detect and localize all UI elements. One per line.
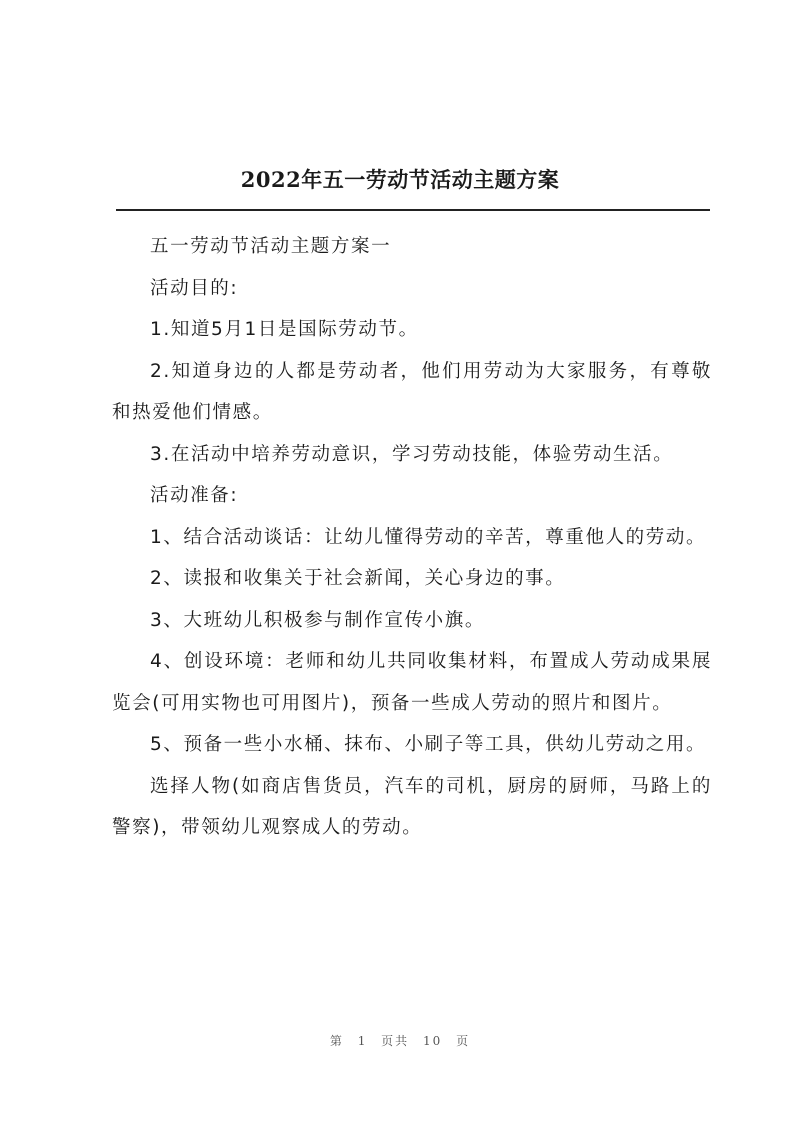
document-body (112, 226, 712, 849)
footer-prefix: 第 (329, 1034, 344, 1048)
paragraph-goal-3: 3.在活动中培养劳动意识，学习劳动技能，体验劳动生活。 (150, 443, 674, 465)
page-footer (0, 1032, 800, 1049)
footer-middle: 页共 (381, 1034, 410, 1048)
paragraph-goal-1: 1.知道5月1日是国际劳动节。 (150, 319, 419, 340)
paragraph-prep-3: 3、大班幼儿积极参与制作宣传小旗。 (150, 609, 485, 631)
title-divider (116, 209, 710, 211)
paragraph-heading-plan-one: 五一劳动节活动主题方案一 (150, 236, 392, 257)
paragraph-goal-2: 2.知道身边的人都是劳动者，他们用劳动为大家服务，有尊敬和热爱他们情感。 (112, 360, 712, 423)
footer-total-pages: 10 (423, 1034, 443, 1048)
paragraph-prep-2: 2、读报和收集关于社会新闻，关心身边的事。 (150, 568, 566, 589)
paragraph-observe: 选择人物(如商店售货员，汽车的司机，厨房的厨师，马路上的警察)，带领幼儿观察成人的劳动。 (112, 775, 712, 838)
footer-page-number: 1 (357, 1034, 368, 1048)
paragraph-goal-heading: 活动目的: (150, 277, 239, 299)
paragraph-prep-4: 4、创设环境：老师和幼儿共同收集材料，布置成人劳动成果展览会(可用实物也可用图片)，预备一些成人劳动的照片和图片。 (112, 651, 712, 714)
paragraph-prep-1: 1、结合活动谈话：让幼儿懂得劳动的辛苦，尊重他人的劳动。 (150, 526, 707, 548)
paragraph-prep-heading: 活动准备: (150, 485, 239, 506)
footer-suffix: 页 (456, 1034, 471, 1048)
document-title: 2022年五一劳动节活动主题方案 (240, 167, 560, 192)
paragraph-prep-5: 5、预备一些小水桶、抹布、小刷子等工具，供幼儿劳动之用。 (150, 734, 707, 755)
